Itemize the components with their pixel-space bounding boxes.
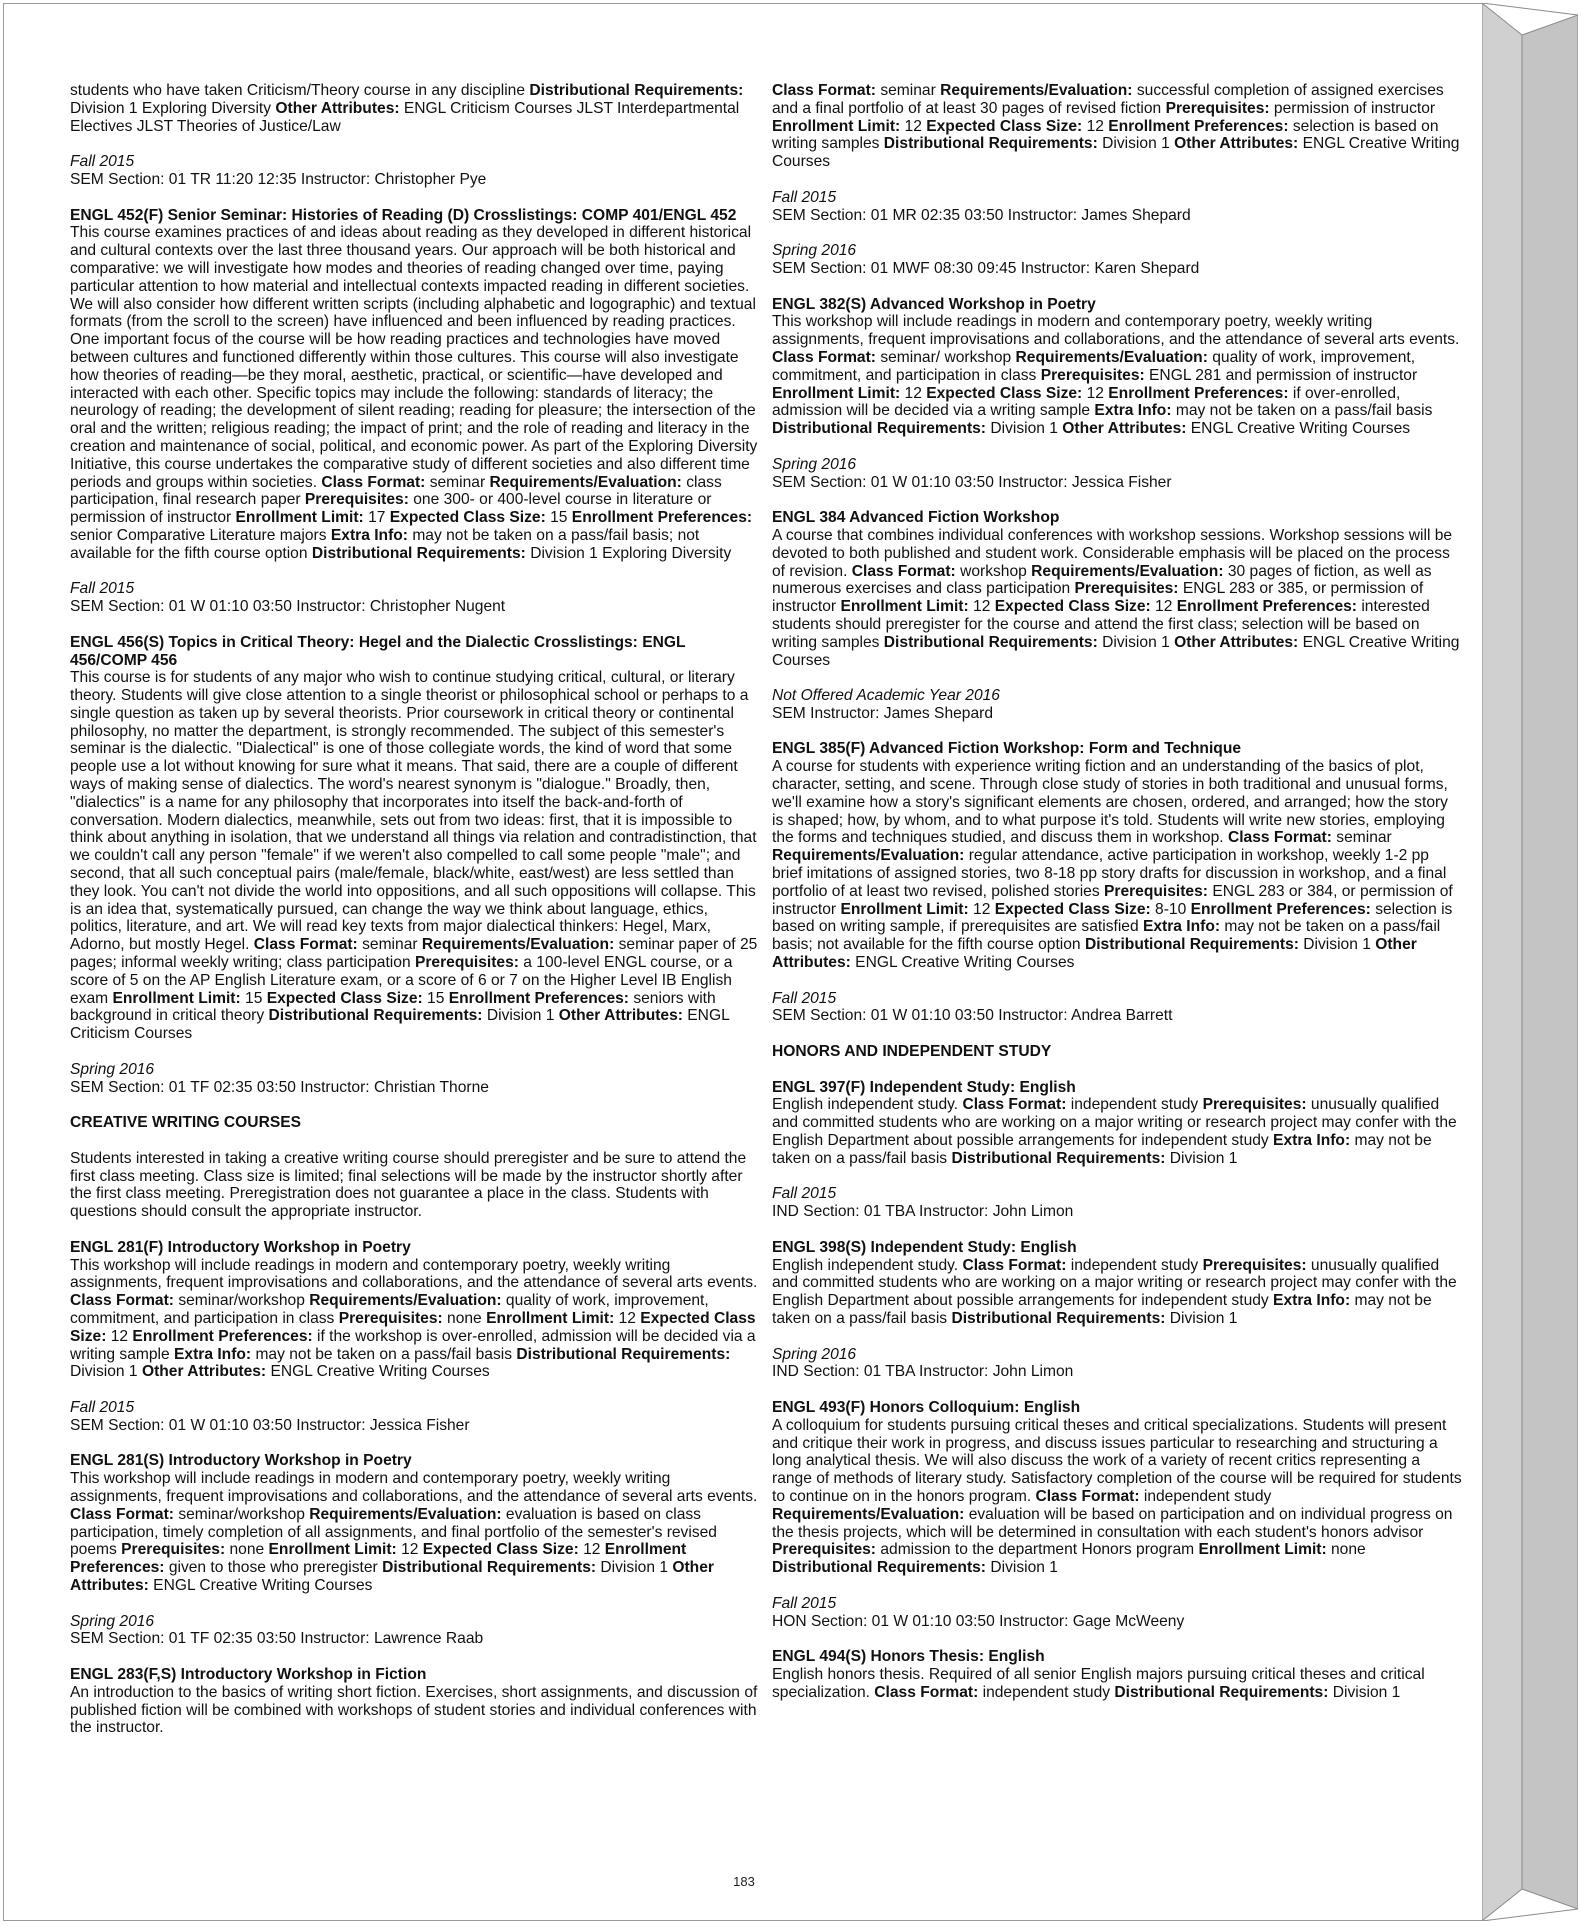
body-text: English independent study. <box>772 1096 963 1114</box>
body-text: one 300- or 400-level course in literature or permission of instructor <box>70 491 712 527</box>
section-heading: CREATIVE WRITING COURSES <box>70 1114 302 1132</box>
body-text: 12 <box>968 598 995 616</box>
field-label: Requirements/Evaluation: <box>1015 348 1208 366</box>
body-text: none <box>225 1541 269 1559</box>
body-text: seminar/workshop <box>174 1292 310 1310</box>
course-description <box>772 1096 1462 1167</box>
body-text: regular attendance, active participation in workshop, weekly 1-2 pp brief imitations of assigned stories, two 8-18 pp story drafts for discussion in workshop, and a final portfolio of at least two revised, polished stories <box>772 847 1447 900</box>
field-label: Class Format: <box>874 1683 979 1701</box>
body-text: may not be taken on a pass/fail basis <box>772 1132 1432 1167</box>
field-label: Prerequisites: <box>1202 1096 1307 1114</box>
session-line: SEM Section: 01 MR 02:35 03:50 Instructor: James Shepard <box>772 206 1191 224</box>
body-text: Division 1 <box>1328 1683 1401 1701</box>
course-title: ENGL 382(S) Advanced Workshop in Poetry <box>772 295 1096 313</box>
paragraph <box>772 82 1462 171</box>
body-text: 12 <box>578 1541 605 1559</box>
course-entry <box>772 1648 1462 1701</box>
field-label: Distributional Requirements: <box>529 82 744 99</box>
body-text: Division 1 <box>482 1007 559 1025</box>
body-text: independent study <box>1066 1256 1203 1274</box>
field-label: Distributional Requirements: <box>772 420 987 438</box>
body-text: 17 <box>363 509 390 527</box>
field-label: Enrollment Limit: <box>772 117 901 135</box>
field-label: Class Format: <box>772 348 876 366</box>
section-heading: HONORS AND INDEPENDENT STUDY <box>772 1043 1052 1061</box>
course-entry <box>70 1666 760 1737</box>
field-label: Enrollment Limit: <box>486 1309 615 1327</box>
field-label: Requirements/Evaluation: <box>772 1505 965 1523</box>
body-text: may not be taken on a pass/fail basis <box>251 1345 517 1363</box>
field-label: Distributional Requirements: <box>1114 1683 1329 1701</box>
field-label: Enrollment Limit: <box>268 1541 397 1559</box>
body-text: 15 <box>422 989 449 1007</box>
session-entry <box>772 687 1462 723</box>
body-text: 15 <box>545 509 572 527</box>
course-description <box>772 527 1462 669</box>
field-label: Class Format: <box>962 1256 1067 1274</box>
field-label: Enrollment Preferences: <box>132 1327 313 1345</box>
body-text: A course for students with experience writing fiction and an understanding of the basics of plot, character, setting, and scene. Through close study of stories in both traditional and unusual forms, we'll examine how a story's significant elements are chosen, ordered, and arranged; how the story is shaped; how, by whom, and to what purpose it's told. Students will write new stories, employing the forms and techniques studied, and discuss them in workshop. <box>772 758 1448 847</box>
body-text: ENGL 283 or 385, or permission of instructor <box>772 580 1424 616</box>
body-text: independent study <box>1139 1487 1272 1505</box>
body-text: unusually qualified and committed students who are working on a major writing or research project may confer with the English Department about possible arrangements for independent study <box>772 1256 1457 1310</box>
body-text: This course examines practices of and ideas about reading as they developed in different historical and cultural contexts over the last three thousand years. Our approach will be both historical and comparative: we will investigate how modes and theories of reading changed over time, paying particular attention to how material and intellectual contexts impacted reading in different societies. We will also consider how different written scripts (including alphabetic and logographic) and textual formats (from the scroll to the screen) have influenced and been influenced by reading practices. One important focus of the course will be how reading practices and technologies have moved between cultures and functioned differently within those cultures. This course will also investigate how theories of reading—be they moral, aesthetic, practical, or scientific—have developed and interacted with each other. Specific topics may include the following: standards of literacy; the neurology of reading; the development of silent reading; reading for pleasure; the intersection of the oral and the written; religious reading; the impact of print; and the role of reading and literacy in the creation and maintenance of social, political, and economic power. As part of the Exploring Diversity Initiative, this course undertakes the comparative study of different societies and also different time periods and groups within societies. <box>70 224 758 491</box>
body-text: 12 <box>900 384 927 402</box>
body-text: quality of work, improvement, commitment, and participation in class <box>70 1292 709 1327</box>
field-label: Class Format: <box>1227 829 1332 847</box>
session-entry <box>772 990 1462 1026</box>
body-text: An introduction to the basics of writing short fiction. Exercises, short assignments, and discussion of published fiction will be combined with workshops of student stories and individual conferences with the instructor. <box>70 1683 758 1737</box>
body-text: none <box>1326 1541 1366 1559</box>
field-label: Other Attributes: <box>141 1363 267 1381</box>
field-label: Other Attributes: <box>1174 633 1299 651</box>
field-label: Enrollment Preferences: <box>1108 384 1289 402</box>
course-description <box>772 1417 1462 1577</box>
session-term: Fall 2015 <box>70 580 135 598</box>
course-title: ENGL 281(S) Introductory Workshop in Poetry <box>70 1452 412 1470</box>
field-label: Class Format: <box>70 1505 174 1523</box>
course-entry <box>70 1452 760 1594</box>
body-text: ENGL Creative Writing Courses <box>266 1363 490 1381</box>
body-text: Division 1 <box>1165 1309 1238 1327</box>
field-label: Extra Info: <box>330 526 408 544</box>
session-line: SEM Instructor: James Shepard <box>772 704 994 722</box>
field-label: Class Format: <box>253 936 358 954</box>
course-entry <box>772 1079 1462 1168</box>
body-text: This workshop will include readings in modern and contemporary poetry, weekly writing assignments, frequent improvisations and collaborations, and the attendance of several arts events. <box>772 313 1460 349</box>
field-label: Other Attributes: <box>1062 420 1187 438</box>
body-text: 12 <box>968 900 995 918</box>
body-text: 12 <box>1082 384 1109 402</box>
course-description <box>772 1666 1462 1702</box>
course-title: ENGL 493(F) Honors Colloquium: English <box>772 1398 1081 1416</box>
session-term: Spring 2016 <box>70 1612 155 1630</box>
field-label: Distributional Requirements: <box>268 1007 483 1025</box>
field-label: Other Attributes: <box>1174 135 1299 153</box>
body-text: Division 1 <box>986 1559 1058 1577</box>
body-text: seminar <box>1331 829 1392 847</box>
field-label: Enrollment Limit: <box>772 384 901 402</box>
field-label: Extra Info: <box>1273 1132 1351 1150</box>
session-term: Fall 2015 <box>772 188 837 206</box>
session-entry <box>70 1399 760 1435</box>
field-label: Enrollment Limit: <box>840 598 969 616</box>
session-line: SEM Section: 01 MWF 08:30 09:45 Instructor: Karen Shepard <box>772 259 1200 277</box>
field-label: Distributional Requirements: <box>951 1149 1166 1167</box>
session-line: SEM Section: 01 W 01:10 03:50 Instructor: Jessica Fisher <box>772 473 1172 491</box>
right-column <box>772 82 1462 1719</box>
field-label: Prerequisites: <box>1074 580 1179 598</box>
course-title: ENGL 281(F) Introductory Workshop in Poetry <box>70 1238 411 1256</box>
field-label: Requirements/Evaluation: <box>309 1505 502 1523</box>
session-line: SEM Section: 01 W 01:10 03:50 Instructor: Christopher Nugent <box>70 598 506 616</box>
field-label: Expected Class Size: <box>422 1541 579 1559</box>
body-text: students who have taken Criticism/Theory course in any discipline <box>70 82 530 99</box>
body-text: seminar <box>876 82 941 99</box>
session-entry <box>70 580 760 616</box>
field-label: Requirements/Evaluation: <box>772 847 965 865</box>
field-label: Requirements/Evaluation: <box>940 82 1133 99</box>
course-title: ENGL 283(F,S) Introductory Workshop in Fiction <box>70 1665 427 1683</box>
body-text: if over-enrolled, admission will be decided via a writing sample <box>772 384 1401 420</box>
body-text: 12 <box>614 1309 641 1327</box>
field-label: Enrollment Limit: <box>112 989 241 1007</box>
body-text: seminar <box>357 936 422 954</box>
body-text: seminar <box>425 473 490 491</box>
session-term: Not Offered Academic Year 2016 <box>772 687 1000 705</box>
session-entry <box>772 1346 1462 1382</box>
session-term: Fall 2015 <box>772 1185 837 1203</box>
body-text: English honors thesis. Required of all senior English majors pursuing critical theses and critical specialization. <box>772 1665 1425 1701</box>
field-label: Enrollment Limit: <box>235 509 364 527</box>
session-term: Fall 2015 <box>70 153 135 171</box>
field-label: Requirements/Evaluation: <box>489 473 682 491</box>
course-description <box>70 224 760 562</box>
section-heading-block <box>772 1043 1462 1061</box>
field-label: Prerequisites: <box>1165 99 1270 117</box>
session-term: Fall 2015 <box>70 1398 135 1416</box>
session-line: SEM Section: 01 TF 02:35 03:50 Instructor: Christian Thorne <box>70 1078 489 1096</box>
body-text: Division 1 <box>1298 936 1376 954</box>
body-text: Division 1 <box>986 420 1063 438</box>
session-line: IND Section: 01 TBA Instructor: John Limon <box>772 1363 1074 1381</box>
body-text: may not be taken on a pass/fail basis; not available for the fifth course option <box>772 918 1441 954</box>
body-text: unusually qualified and committed students who are working on a major writing or research project may confer with the English Department about possible arrangements for independent study <box>772 1096 1457 1150</box>
body-text: English independent study. <box>772 1256 963 1274</box>
body-text: Division 1 <box>1097 135 1175 153</box>
course-title: ENGL 456(S) Topics in Critical Theory: Hegel and the Dialectic Crosslistings: ENGL 456/COMP 456 <box>70 633 686 669</box>
field-label: Enrollment Preferences: <box>448 989 629 1007</box>
body-text: admission to the department Honors program <box>876 1541 1199 1559</box>
course-entry <box>70 207 760 563</box>
body-text: ENGL Creative Writing Courses <box>1186 420 1411 438</box>
session-entry <box>772 456 1462 492</box>
session-term: Spring 2016 <box>772 455 857 473</box>
session-line: SEM Section: 01 TR 11:20 12:35 Instructor: Christopher Pye <box>70 170 487 188</box>
field-label: Enrollment Limit: <box>840 900 969 918</box>
body-text: 12 <box>1082 117 1109 135</box>
field-label: Expected Class Size: <box>926 117 1083 135</box>
field-label: Class Format: <box>1035 1487 1140 1505</box>
field-label: Extra Info: <box>1142 918 1221 936</box>
body-text: given to those who preregister <box>164 1559 383 1577</box>
field-label: Requirements/Evaluation: <box>1031 562 1224 580</box>
body-text: successful completion of assigned exercises and a final portfolio of at least 30 pages of revised fiction <box>772 82 1444 117</box>
session-term: Fall 2015 <box>772 989 837 1007</box>
body-text: ENGL 283 or 384, or permission of instructor <box>772 882 1453 918</box>
body-text: 12 <box>106 1327 133 1345</box>
field-label: Expected Class Size: <box>994 900 1151 918</box>
document-page <box>3 3 1483 1921</box>
field-label: Requirements/Evaluation: <box>421 936 615 954</box>
body-text: seminar paper of 25 pages; informal weekly writing; class participation <box>70 936 758 972</box>
body-text: Division 1 Exploring Diversity <box>70 99 276 117</box>
section-heading-block <box>70 1114 760 1132</box>
field-label: Class Format: <box>321 473 426 491</box>
field-label: Expected Class Size: <box>70 1309 756 1345</box>
body-text: A colloquium for students pursuing critical theses and critical specializations. Students will present and critique their work in progress, and discuss issues particular to researching and structuring a long analytical thesis. We will also discuss the work of a variety of recent critics representing a range of methods of literary study. Satisfactory completion of the course will be required for students to continue on in the honors program. <box>772 1416 1462 1505</box>
course-title: ENGL 384 Advanced Fiction Workshop <box>772 509 1060 527</box>
field-label: Extra Info: <box>174 1345 252 1363</box>
field-label: Requirements/Evaluation: <box>309 1292 502 1310</box>
body-text: seniors with background in critical theory <box>70 989 716 1025</box>
body-text: evaluation is based on class participation, timely completion of all assignments, and final portfolio of the semester's revised poems <box>70 1505 717 1559</box>
body-text: seminar/ workshop <box>876 348 1016 366</box>
session-entry <box>70 153 760 189</box>
field-label: Distributional Requirements: <box>951 1309 1166 1327</box>
body-text: independent study <box>978 1683 1115 1701</box>
course-title: ENGL 494(S) Honors Thesis: English <box>772 1648 1045 1666</box>
session-line: SEM Section: 01 W 01:10 03:50 Instructor: Andrea Barrett <box>772 1007 1173 1025</box>
field-label: Class Format: <box>962 1096 1067 1114</box>
course-entry <box>772 296 1462 438</box>
field-label: Prerequisites: <box>121 1541 226 1559</box>
body-text: 12 <box>1150 598 1177 616</box>
body-text: may not be taken on a pass/fail basis; not available for the fifth course option <box>70 526 700 562</box>
field-label: Distributional Requirements: <box>883 135 1098 153</box>
session-entry <box>772 242 1462 278</box>
field-label: Expected Class Size: <box>389 509 546 527</box>
field-label: Expected Class Size: <box>266 989 423 1007</box>
course-description <box>70 669 760 1043</box>
field-label: Prerequisites: <box>772 1541 877 1559</box>
body-text: This course is for students of any major who wish to continue studying critical, cultural, or literary theory. Students will give close attention to a single theorist or philosophical school or perhaps to a single question as taken up by several theorists. Prior coursework in critical theory or continental philosophy, no matter the department, is strongly recommended. The subject of this semester's seminar is the dialectic. "Dialectical" is one of those collegiate words, the kind of word that some people use a lot without knowing for sure what it means. That said, there are a couple of different ways of making sense of dialectics. The word's nearest synonym is "dialogue." Broadly, then, "dialectics" is a name for any philosophy that incorporates into itself the back-and-forth of conversation. Modern dialectics, meanwhile, sets out from two ideas: first, that it is impossible to think about anything in isolation, that we understand all things via relation and contradistinction, that we couldn't call any person "female" if we weren't also compelled to call some people "male"; and second, that all such conceptual pairs (male/female, black/white, east/west) are less settled than they look. You can't not divide the world into oppositions, and all such oppositions will collapse. This is an idea that, systematically pursued, can change the way we think about language, ethics, politics, literature, and art. We will read key texts from major dialectical thinkers: Hegel, Marx, Adorno, but mostly Hegel. <box>70 669 757 954</box>
field-label: Distributional Requirements: <box>1084 936 1299 954</box>
field-label: Enrollment Preferences: <box>1108 117 1289 135</box>
field-label: Prerequisites: <box>1103 882 1208 900</box>
course-entry <box>772 1239 1462 1328</box>
field-label: Enrollment Preferences: <box>70 1541 687 1577</box>
session-entry <box>772 1595 1462 1631</box>
course-description <box>772 758 1462 972</box>
field-label: Distributional Requirements: <box>382 1559 597 1577</box>
body-text: none <box>442 1309 487 1327</box>
session-line: SEM Section: 01 W 01:10 03:50 Instructor: Jessica Fisher <box>70 1416 470 1434</box>
body-text: if the workshop is over-enrolled, admission will be decided via a writing sample <box>70 1327 756 1363</box>
course-title: ENGL 385(F) Advanced Fiction Workshop: Form and Technique <box>772 740 1242 758</box>
body-text: Students interested in taking a creative writing course should preregister and be sure to attend the first class meeting. Class size is limited; final selections will be made by the instructor shortly after the first class meeting. Preregistration does not guarantee a place in the class. Students with questions should consult the appropriate instructor. <box>70 1149 747 1221</box>
body-text: Division 1 <box>70 1363 142 1381</box>
body-text: ENGL Creative Writing Courses <box>772 135 1460 171</box>
left-column <box>70 82 760 1755</box>
body-text: This workshop will include readings in modern and contemporary poetry, weekly writing assignments, frequent improvisations and collaborations, and the attendance of several arts events. <box>70 1470 758 1505</box>
field-label: Enrollment Preferences: <box>1176 598 1357 616</box>
course-entry <box>772 740 1462 971</box>
body-text: interested students should preregister for the course and attend the first class; selection will be based on writing samples <box>772 598 1430 651</box>
body-text: ENGL 281 and permission of instructor <box>1144 366 1418 384</box>
session-entry <box>772 189 1462 225</box>
course-description <box>772 313 1462 438</box>
body-text: senior Comparative Literature majors <box>70 526 331 544</box>
body-text: permission of instructor <box>1269 99 1436 117</box>
field-label: Extra Info: <box>1094 402 1172 420</box>
field-label: Class Format: <box>851 562 956 580</box>
field-label: Distributional Requirements: <box>772 1559 987 1577</box>
body-text: 15 <box>240 989 267 1007</box>
field-label: Prerequisites: <box>1202 1256 1307 1274</box>
session-term: Spring 2016 <box>772 1345 857 1363</box>
body-text: 8-10 <box>1150 900 1191 918</box>
course-entry <box>70 1239 760 1381</box>
field-label: Prerequisites: <box>338 1309 443 1327</box>
field-label: Distributional Requirements: <box>311 544 526 562</box>
body-text: may not be taken on a pass/fail basis <box>772 1292 1432 1327</box>
body-text: quality of work, improvement, commitment, and participation in class <box>772 348 1416 384</box>
course-title: ENGL 397(F) Independent Study: English <box>772 1078 1076 1096</box>
field-label: Distributional Requirements: <box>516 1345 731 1363</box>
body-text: selection is based on writing samples <box>772 117 1439 153</box>
course-description <box>70 1470 760 1595</box>
course-entry <box>70 634 760 1043</box>
page-curl-edge <box>1482 3 1578 1921</box>
field-label: Expected Class Size: <box>926 384 1083 402</box>
session-term: Spring 2016 <box>70 1060 155 1078</box>
field-label: Prerequisites: <box>414 954 519 972</box>
body-text: ENGL Criticism Courses <box>70 1007 730 1043</box>
course-entry <box>772 509 1462 669</box>
course-description <box>70 1257 760 1382</box>
field-label: Expected Class Size: <box>994 598 1151 616</box>
field-label: Class Format: <box>70 1292 174 1310</box>
field-label: Enrollment Preferences: <box>1190 900 1371 918</box>
field-label: Enrollment Limit: <box>1198 1541 1327 1559</box>
body-text: may not be taken on a pass/fail basis <box>1171 402 1433 420</box>
body-text: class participation, final research paper <box>70 473 722 509</box>
paragraph <box>70 1150 760 1221</box>
session-line: SEM Section: 01 TF 02:35 03:50 Instructor: Lawrence Raab <box>70 1630 484 1648</box>
field-label: Other Attributes: <box>275 99 400 117</box>
body-text: 12 <box>396 1541 423 1559</box>
body-text: ENGL Creative Writing Courses <box>772 633 1460 669</box>
page-number: 183 <box>733 1874 755 1889</box>
course-title: ENGL 398(S) Independent Study: English <box>772 1238 1077 1256</box>
course-description <box>772 1257 1462 1328</box>
body-text: A course that combines individual conferences with workshop sessions. Workshop sessions will be devoted to both published and student work. Considerable emphasis will be placed on the process of revision. <box>772 526 1453 580</box>
session-term: Fall 2015 <box>772 1594 837 1612</box>
body-text: workshop <box>955 562 1032 580</box>
field-label: Prerequisites: <box>304 491 409 509</box>
field-label: Prerequisites: <box>1040 366 1145 384</box>
body-text: Division 1 <box>1165 1149 1238 1167</box>
session-entry <box>70 1613 760 1649</box>
course-title: ENGL 452(F) Senior Seminar: Histories of Reading (D) Crosslistings: COMP 401/ENGL 452 <box>70 206 737 224</box>
course-description <box>70 1684 760 1737</box>
body-text: a 100-level ENGL course, or a score of 5 on the AP English Literature exam, or a score of 6 or 7 on the Higher Level IB English exam <box>70 954 733 1007</box>
field-label: Class Format: <box>772 82 876 99</box>
field-label: Distributional Requirements: <box>883 633 1098 651</box>
body-text: This workshop will include readings in modern and contemporary poetry, weekly writing assignments, frequent improvisations and collaborations, and the attendance of several arts events. <box>70 1256 758 1292</box>
body-text: independent study <box>1066 1096 1203 1114</box>
body-text: selection is based on writing sample, if prerequisites are satisfied <box>772 900 1453 936</box>
field-label: Extra Info: <box>1273 1292 1351 1310</box>
body-text: ENGL Creative Writing Courses <box>148 1576 373 1594</box>
body-text: seminar/workshop <box>174 1505 310 1523</box>
field-label: Other Attributes: <box>70 1559 714 1594</box>
field-label: Enrollment Preferences: <box>571 509 753 527</box>
field-label: Other Attributes: <box>558 1007 683 1025</box>
body-text: Division 1 Exploring Diversity <box>525 544 732 562</box>
body-text: 12 <box>900 117 927 135</box>
field-label: Other Attributes: <box>772 936 1417 972</box>
session-line: HON Section: 01 W 01:10 03:50 Instructor: Gage McWeeny <box>772 1612 1185 1630</box>
paragraph <box>70 82 760 135</box>
body-text: Division 1 <box>596 1559 673 1577</box>
session-entry <box>772 1185 1462 1221</box>
body-text: 30 pages of fiction, as well as numerous exercises and class participation <box>772 562 1432 598</box>
body-text: evaluation will be based on participation and on individual progress on the thesis projects, which will be determined in consultation with each student's honors advisor <box>772 1505 1453 1541</box>
course-entry <box>772 1399 1462 1577</box>
body-text: Division 1 <box>1097 633 1175 651</box>
body-text: ENGL Criticism Courses JLST Interdepartmental Electives JLST Theories of Justice/Law <box>70 99 740 135</box>
body-text: ENGL Creative Writing Courses <box>850 954 1075 972</box>
session-line: IND Section: 01 TBA Instructor: John Limon <box>772 1203 1074 1221</box>
session-term: Spring 2016 <box>772 242 857 260</box>
session-entry <box>70 1061 760 1097</box>
